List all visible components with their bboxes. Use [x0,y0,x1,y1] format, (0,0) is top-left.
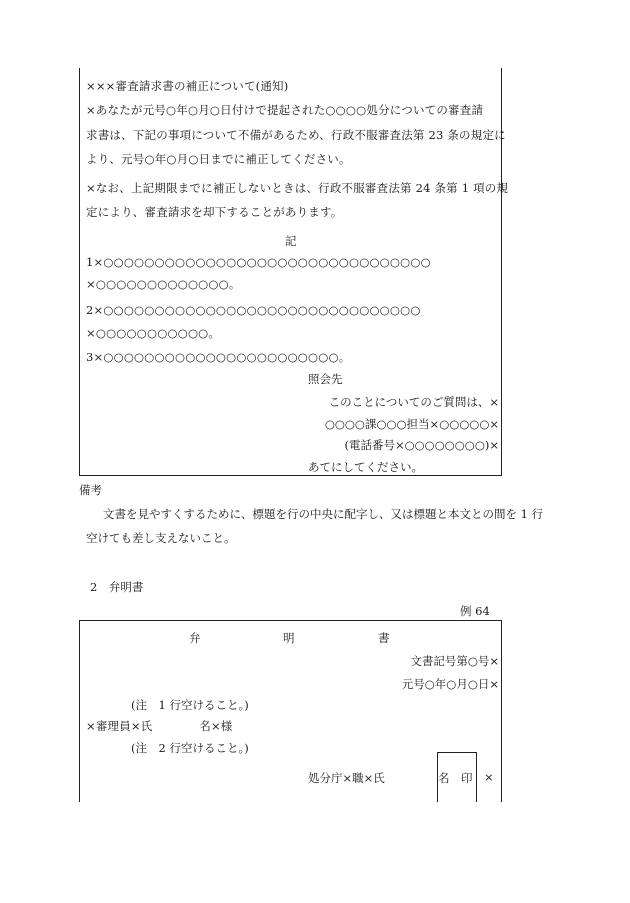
bemmei-title-char-2: 明 [283,631,295,645]
bemmei-title-char-3: 書 [378,631,390,645]
bemmei-box-left-border [79,620,80,802]
ki-heading: 記 [285,234,297,248]
notice-para1-line2: 求書は、下記の事項について不備があるため、行政不服審査法第 23 条の規定に [86,128,506,142]
contact-line-4: あてにしてください。 [308,460,423,474]
notice-para1-line3: より、元号○年○月○日までに補正してください。 [86,152,351,166]
contact-line-2: ○○○○課○○○担当×○○○○○× [324,417,499,431]
contact-line-1: このことについてのご質問は、× [328,395,499,409]
seal-label: 名 印 [438,771,473,785]
doc-number: 文書記号第○号× [410,654,499,668]
notice-box-left-border [79,68,80,476]
note-1: (注 1 行空けること。) [131,698,249,712]
item-2-line2: ×○○○○○○○○○○○。 [86,326,221,340]
bemmei-box-right-border [501,620,502,802]
remarks-line-1: 文書を見やすくするために、標題を行の中央に配字し、又は標題と本文との間を 1 行 [103,507,544,521]
bemmei-box-top-border [79,620,502,621]
note-2: (注 2 行空けること。) [131,741,249,755]
example-label: 例 64 [460,604,490,618]
item-3-line1: 3×○○○○○○○○○○○○○○○○○○○○○○○。 [86,350,351,364]
trailing-mark: × [484,770,494,784]
remarks-heading: 備考 [79,483,102,497]
notice-para2-line2: 定により、審査請求を却下することがあります。 [86,205,343,219]
section2-heading: 2 弁明書 [90,580,144,594]
remarks-line-2: 空けても差し支えないこと。 [86,531,236,545]
notice-box-bottom-border [79,475,502,476]
notice-title: ×××審査請求書の補正について(通知) [86,79,289,93]
sender: 処分庁×職×氏 [308,771,385,785]
doc-date: 元号○年○月○日× [401,677,499,691]
addressee: ×審理員×氏 名×様 [86,719,233,733]
contact-line-3: (電話番号×○○○○○○○○)× [344,438,499,452]
bemmei-title-char-1: 弁 [189,631,201,645]
notice-para1-line1: ×あなたが元号○年○月○日付けで提起された○○○○処分についての審査請 [86,103,484,117]
item-1-line1: 1×○○○○○○○○○○○○○○○○○○○○○○○○○○○○○○○○ [86,255,431,269]
item-1-line2: ×○○○○○○○○○○○○○。 [86,277,241,291]
notice-para2-line1: ×なお、上記期限までに補正しないときは、行政不服審査法第 24 条第 1 項の規 [86,181,509,195]
contact-heading: 照会先 [308,372,343,386]
item-2-line1: 2×○○○○○○○○○○○○○○○○○○○○○○○○○○○○○○○ [86,303,421,317]
